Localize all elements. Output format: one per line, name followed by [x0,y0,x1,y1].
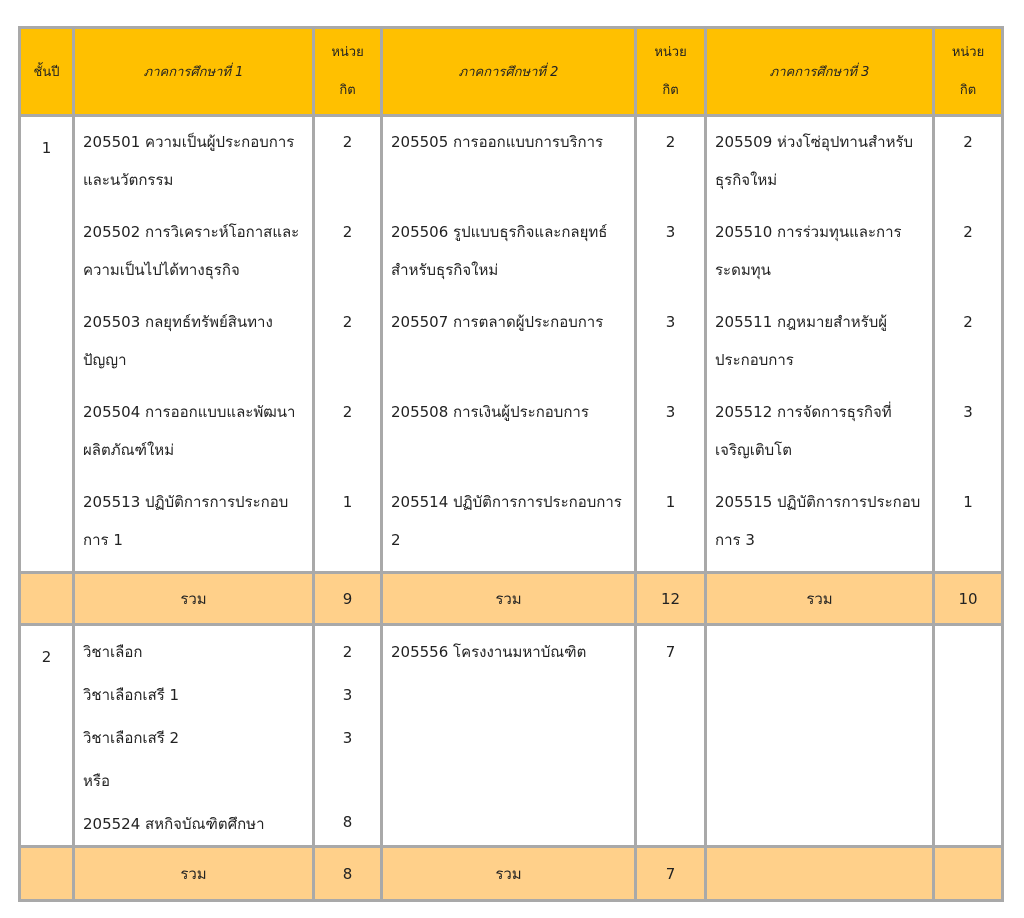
credit-value: 2 [963,313,973,331]
credit-value: 3 [342,686,353,704]
course-name: 205514 ปฏิบัติการการประกอบการ 2 [391,493,622,549]
course-name: 205506 รูปแบบธุรกิจและกลยุทธ์สำหรับธุรกิจใหม่ [391,223,608,279]
credit-header-bottom: กิต [959,82,977,98]
credit-value: 3 [665,313,676,331]
year1-row [20,116,1003,573]
course-name: 205501 ความเป็นผู้ประกอบการและนวัตกรรม [83,133,295,189]
course-name: 205509 ห่วงโซ่อุปทานสำหรับธุรกิจใหม่ [715,133,914,189]
curriculum-table [18,26,1004,902]
total-year-cell [20,573,74,625]
course-name: 205513 ปฏิบัติการการประกอบการ 1 [83,493,289,549]
course-name: 205512 การจัดการธุรกิจที่เจริญเติบโต [715,403,892,459]
credit-header [314,28,382,116]
credit-value: 1 [963,493,973,511]
total-label: รวม [74,573,314,625]
credit-header-top: หน่วย [951,44,985,60]
course-name: 205511 กฎหมายสำหรับผู้ประกอบการ [715,313,888,369]
course-name: 205508 การเงินผู้ประกอบการ [391,403,589,421]
total-label: รวม [706,573,934,625]
year1-total-row [20,573,1003,625]
total-value: 10 [934,573,1003,625]
term3-courses [706,116,934,573]
credit-value: 2 [963,133,973,151]
term1-credits [314,625,382,847]
credit-value: 2 [342,223,353,241]
credit-value: 3 [665,223,676,241]
total-label: รวม [382,573,636,625]
credit-header-top: หน่วย [331,44,364,60]
term2-header: ภาคการศึกษาที่ 2 [382,28,636,116]
course-name: 205503 กลยุทธ์ทรัพย์สินทางปัญญา [83,313,273,369]
year2-total-row [20,847,1003,901]
year-cell: 2 [20,625,74,847]
credit-value: 7 [665,643,676,661]
total-label: รวม [382,847,636,901]
course-name: วิชาเลือก [83,643,143,661]
credit-header-top: หน่วย [654,44,687,60]
year2-row [20,625,1003,847]
course-name: 205502 การวิเคราะห์โอกาสและความเป็นไปได้ทางธุรกิจ [83,223,300,279]
header-row [20,28,1003,116]
term3-credits [934,625,1003,847]
course-name: 205515 ปฏิบัติการการประกอบการ 3 [715,493,921,549]
term3-header: ภาคการศึกษาที่ 3 [706,28,934,116]
term1-header: ภาคการศึกษาที่ 1 [74,28,314,116]
term3-courses [706,625,934,847]
course-name: 205524 สหกิจบัณฑิตศึกษา [83,815,265,833]
credit-header [636,28,706,116]
total-label [706,847,934,901]
total-value: 8 [314,847,382,901]
term1-courses [74,625,314,847]
credit-header-bottom: กิต [339,82,356,98]
credit-value: 2 [342,313,353,331]
credit-header [934,28,1003,116]
course-name: 205507 การตลาดผู้ประกอบการ [391,313,604,331]
term1-credits [314,116,382,573]
course-name: หรือ [83,772,110,790]
total-value: 7 [636,847,706,901]
course-name: วิชาเลือกเสรี 1 [83,686,180,704]
term2-credits [636,625,706,847]
total-value [934,847,1003,901]
term1-courses [74,116,314,573]
course-name: 205510 การร่วมทุนและการระดมทุน [715,223,902,279]
credit-value: 1 [342,493,353,511]
year-header: ชั้นปี [20,28,74,116]
course-name: 205504 การออกแบบและพัฒนาผลิตภัณฑ์ใหม่ [83,403,296,459]
credit-value: 3 [665,403,676,421]
credit-value: 1 [665,493,676,511]
credit-value [315,759,380,800]
total-label: รวม [74,847,314,901]
term3-credits [934,116,1003,573]
credit-value: 2 [963,223,973,241]
credit-value: 2 [342,133,353,151]
course-name: 205505 การออกแบบการบริการ [391,133,604,151]
course-name: วิชาเลือกเสรี 2 [83,729,180,747]
term2-courses [382,625,636,847]
credit-value: 3 [963,403,973,421]
year-cell: 1 [20,116,74,573]
total-value: 9 [314,573,382,625]
total-value: 12 [636,573,706,625]
credit-value: 8 [342,813,353,831]
credit-value: 2 [342,643,353,661]
course-name: 205556 โครงงานมหาบัณฑิต [391,643,587,661]
credit-value: 2 [342,403,353,421]
term2-courses [382,116,636,573]
term2-credits [636,116,706,573]
credit-header-bottom: กิต [662,82,679,98]
credit-value: 3 [342,729,353,747]
total-year-cell [20,847,74,901]
credit-value: 2 [665,133,676,151]
